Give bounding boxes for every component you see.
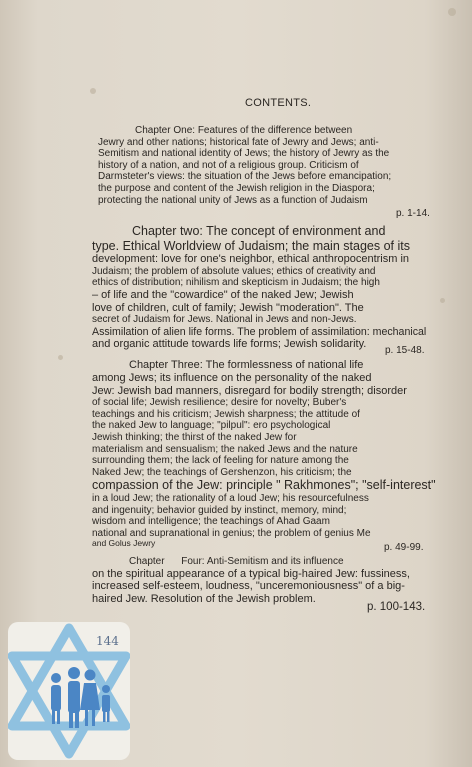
chapter-three-line: among Jews; its influence on the personality of the naked [92, 371, 372, 384]
chapter-four-entry [92, 556, 452, 606]
contents-heading: CONTENTS. [245, 97, 312, 109]
chapter-two-line: and organic attitude towards life forms; Jewish solidarity. [92, 338, 367, 351]
chapter-two-line: Assimilation of alien life forms. The problem of assimilation: mechanical [92, 326, 427, 339]
chapter-three-pages: p. 49-99. [384, 542, 424, 553]
chapter-three-line: and Golus Jewry [92, 538, 156, 549]
chapter-one-line: protecting the national unity of Jews as a function of Judaism [98, 194, 368, 206]
chapter-one-line: Darmsteter's views: the situation of the Jews before emancipation; [98, 171, 392, 183]
chapter-four-line: on the spiritual appearance of a typical big-haired Jew: fussiness, [92, 567, 410, 580]
chapter-two-line: ethics of distribution; nihilism and skepticism in Judaism; the high [92, 277, 380, 289]
chapter-one-entry [92, 125, 452, 206]
chapter-three-line: Jew: Jewish bad manners, disregard for bodily strength; disorder [92, 384, 407, 397]
chapter-three-line: surrounding them; the lack of feeling for nature among the [92, 455, 349, 467]
chapter-three-line: Jewish thinking; the thirst of the naked Jew for [92, 432, 297, 444]
chapter-one-line: Jewry and other nations; historical fate of Jewry and Jews; anti- [98, 136, 379, 148]
chapter-three-line: Chapter Three: The formlessness of national life [129, 359, 364, 371]
chapter-three-line: wisdom and intelligence; the teachings of Ahad Gaam [92, 516, 330, 528]
chapter-two-line: love of children, cult of family; Jewish "moderation". The [92, 301, 364, 314]
chapter-three-line: in a loud Jew; the rationality of a loud Jew; his resourcefulness [92, 492, 369, 504]
chapter-two-line: secret of Judaism for Jews. National in Jews and non-Jews. [92, 314, 357, 326]
paper-stain [448, 8, 456, 16]
chapter-four-line: haired Jew. Resolution of the Jewish problem. [92, 593, 316, 606]
chapter-four-pages: p. 100-143. [367, 601, 426, 613]
chapter-three-line: compassion of the Jew: principle " Rakhmones"; "self-interest" [92, 478, 436, 493]
paper-stain [90, 88, 96, 94]
chapter-two-entry [92, 224, 452, 351]
chapter-three-entry [92, 359, 452, 549]
chapter-one-line: Semitism and national identity of Jews; the history of Jewry as the [98, 148, 390, 160]
chapter-two-line: Judaism; the problem of absolute values; ethics of creativity and [92, 265, 376, 277]
chapter-two-line: – of life and the "cowardice" of the naked Jew; Jewish [92, 288, 354, 301]
chapter-two-line: Chapter two: The concept of environment and [132, 224, 386, 238]
chapter-three-line: of social life; Jewish resilience; desire for novelty; Buber's [92, 397, 347, 409]
chapter-three-line: teachings and his criticism; Jewish sharpness; the attitude of [92, 408, 360, 420]
chapter-three-line: materialism and sensualism; the naked Jews and the nature [92, 443, 358, 455]
logo-number: 144 [96, 634, 119, 648]
watermark-logo [8, 622, 130, 760]
chapter-four-line: Chapter Four: Anti-Semitism and its influence [129, 556, 344, 567]
chapter-one-line: the purpose and content of the Jewish religion in the Diaspora; [98, 182, 375, 194]
chapter-two-line: type. Ethical Worldview of Judaism; the main stages of its [92, 238, 410, 253]
chapter-three-line: national and supranational in genius; the problem of genius Me [92, 527, 371, 539]
paper-stain [58, 355, 63, 360]
chapter-one-pages: p. 1-14. [396, 208, 430, 219]
chapter-two-line: development: love for one's neighbor, ethical anthropocentrism in [92, 253, 410, 265]
chapter-one-line: Chapter One: Features of the difference between [135, 125, 353, 136]
chapter-three-line: and ingenuity; behavior guided by instinct, memory, mind; [92, 504, 347, 516]
chapter-one-line: history of a nation, and not of a religious group. Criticism of [98, 159, 359, 171]
chapter-three-line: Naked Jew; the teachings of Gershenzon, his criticism; the [92, 466, 352, 478]
chapter-three-line: the naked Jew to language; "pilpul": ero psychological [92, 420, 331, 432]
chapter-two-pages: p. 15-48. [385, 345, 425, 356]
chapter-four-line: increased self-esteem, loudness, "unceremoniousness" of a big- [92, 580, 405, 593]
